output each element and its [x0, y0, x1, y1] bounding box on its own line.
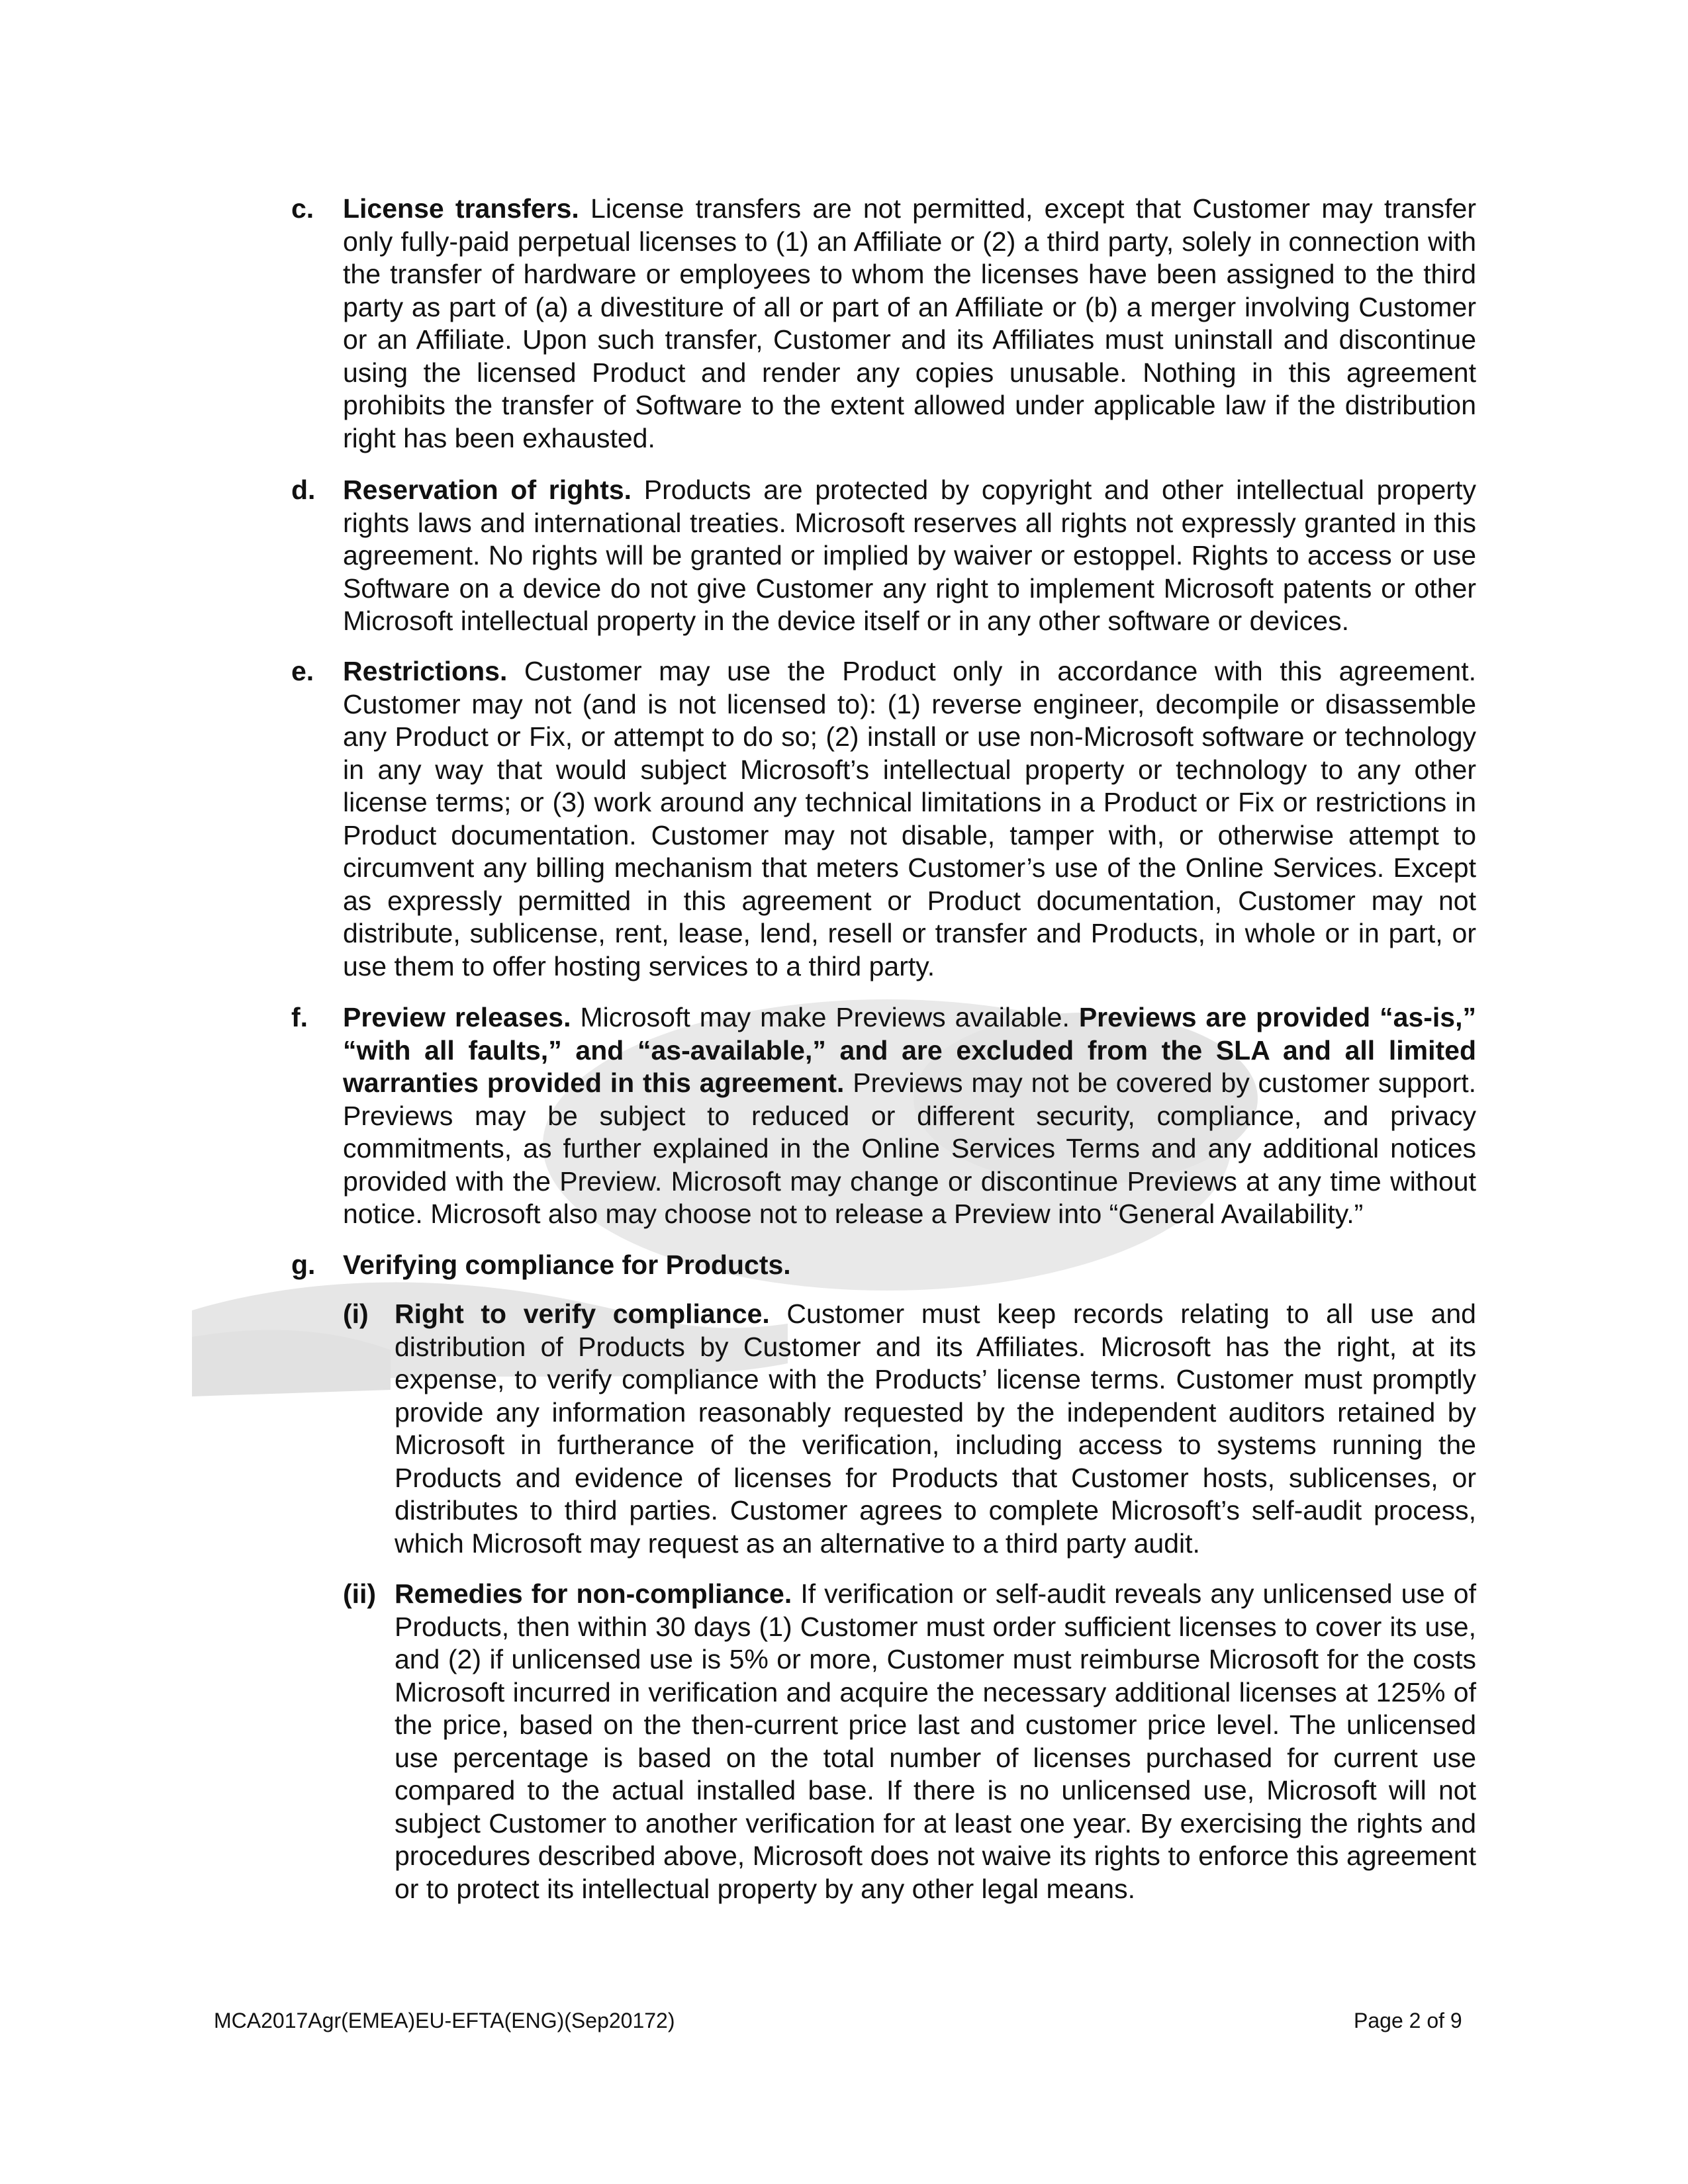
clause-label: f.: [291, 1002, 308, 1032]
clause-d: [291, 474, 1476, 638]
clause-heading: Restrictions.: [343, 656, 508, 686]
subclause-heading: Remedies for non-compliance.: [395, 1578, 792, 1609]
clause-heading: Verifying compliance for Products.: [343, 1250, 791, 1280]
clause-text: Microsoft may make Previews available.: [571, 1002, 1079, 1032]
subclause-label: (i): [343, 1298, 369, 1329]
clause-heading: License transfers.: [343, 193, 579, 224]
clause-body: [343, 1249, 1476, 1282]
subclause-body: [395, 1578, 1476, 1905]
footer-page-number: Page 2 of 9: [1354, 2009, 1462, 2032]
subclause-text: Customer must keep records relating to all use and distribution of Products by Customer and its Affiliates. Microsoft has the right, at its expense, to verify compliance with the Products’ license terms. Customer must promptly provide any information reasonably requested by the independent auditors retained by Microsoft in furtherance of the verification, including access to systems running the Products and evidence of licenses for Products that Customer hosts, sublicenses, or distributes to third parties. Customer agrees to complete Microsoft’s self-audit process, which Microsoft may request as an alternative to a third party audit.: [395, 1298, 1476, 1559]
clause-label: g.: [291, 1250, 316, 1280]
clause-body: [343, 193, 1476, 455]
clause-body: [343, 474, 1476, 638]
subclause-heading: Right to verify compliance.: [395, 1298, 770, 1329]
subclause-label: (ii): [343, 1578, 377, 1609]
clause-label: d.: [291, 475, 316, 505]
clause-text: Customer may use the Product only in accordance with this agreement. Customer may not (and is not licensed to): (1) reverse engineer, decompile or disassemble any Product or Fix, or attempt to do so; (2) install or use non-Microsoft software or technology in any way that would subject Microsoft’s intellectual property or technology to any other license terms; or (3) work around any technical limitations in a Product or Fix or restrictions in Product documentation. Customer may not disable, tamper with, or otherwise attempt to circumvent any billing mechanism that meters Customer’s use of the Online Services. Except as expressly permitted in this agreement or Product documentation, Customer may not distribute, sublicense, rent, lease, lend, resell or transfer and Products, in whole or in part, or use them to offer hosting services to a third party.: [343, 656, 1476, 981]
clause-text: License transfers are not permitted, except that Customer may transfer only fully-paid perpetual licenses to (1) an Affiliate or (2) a third party, solely in connection with the transfer of hardware or employees to whom the licenses have been assigned to the third party as part of (a) a divestiture of all or part of an Affiliate or (b) a merger involving Customer or an Affiliate. Upon such transfer, Customer and its Affiliates must uninstall and discontinue using the licensed Product and render any copies unusable. Nothing in this agreement prohibits the transfer of Software to the extent allowed under applicable law if the distribution right has been exhausted.: [343, 193, 1477, 453]
clause-heading: Preview releases.: [343, 1002, 571, 1032]
clause-text: Previews may not be covered by customer support. Previews may be subject to reduced or different security, compliance, and privacy commitments, as further explained in the Online Services Terms and any additional notices provided with the Preview. Microsoft may change or discontinue Previews at any time without notice. Microsoft also may choose not to release a Preview into “General Availability.”: [343, 1068, 1477, 1229]
clause-label: c.: [291, 193, 314, 224]
clause-label: e.: [291, 656, 314, 686]
subclause-body: [395, 1298, 1476, 1560]
subclause-ii: [343, 1578, 1476, 1905]
clause-g: [291, 1249, 1476, 1282]
clause-text: Products are protected by copyright and other intellectual property rights laws and international treaties. Microsoft reserves all rights not expressly granted in this agreement. No rights will be granted or implied by waiver or estoppel. Rights to access or use Software on a device do not give Customer any right to implement Microsoft patents or other Microsoft intellectual property in the device itself or in any other software or devices.: [343, 475, 1476, 636]
clause-e: [291, 655, 1476, 983]
clause-c: [291, 193, 1476, 455]
subclause-i: [343, 1298, 1476, 1560]
clause-body: [343, 655, 1476, 983]
clause-heading: Reservation of rights.: [343, 475, 632, 505]
clause-body: [343, 1001, 1476, 1231]
subclause-text: If verification or self-audit reveals any unlicensed use of Products, then within 30 days (1) Customer must order sufficient licenses to cover its use, and (2) if unlicensed use is 5% or more, Customer must reimburse Microsoft for the costs Microsoft incurred in verification and acquire the necessary additional licenses at 125% of the price, based on the then-current price last and customer price level. The unlicensed use percentage is based on the total number of licenses purchased for current use compared to the actual installed base. If there is no unlicensed use, Microsoft will not subject Customer to another verification for at least one year. By exercising the rights and procedures described above, Microsoft does not waive its rights to enforce this agreement or to protect its intellectual property by any other legal means.: [395, 1578, 1476, 1904]
footer-doc-id: MCA2017Agr(EMEA)EU-EFTA(ENG)(Sep20172): [214, 2009, 675, 2032]
clause-f: [291, 1001, 1476, 1231]
clause-bold-text: Previews are provided “as-is,” “with all faults,” and “as-available,” and are excluded from the SLA and all limited warranties provided in this agreement.: [343, 1002, 1477, 1098]
